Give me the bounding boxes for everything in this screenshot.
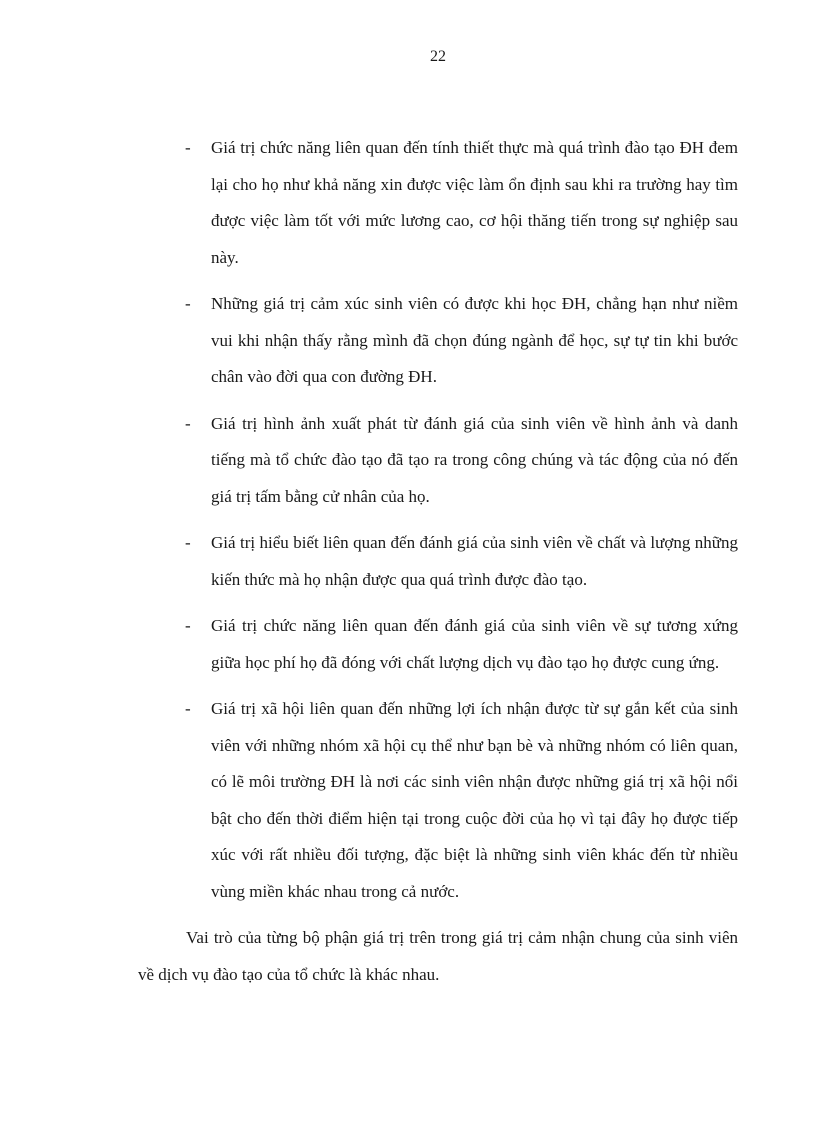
bullet-item (0, 286, 816, 396)
bullet-text: Giá trị hiểu biết liên quan đến đánh giá của sinh viên về chất và lượng những kiến thức mà họ nhận được qua quá trình được đào tạo. (211, 533, 738, 589)
bullet-item (0, 406, 816, 516)
bullet-item (0, 608, 816, 681)
page-number: 22 (430, 48, 446, 65)
closing-paragraph: Vai trò của từng bộ phận giá trị trên trong giá trị cảm nhận chung của sinh viên về dịch vụ đào tạo của tổ chức là khác nhau. (138, 928, 738, 984)
bullet-dash: - (185, 616, 191, 635)
bullet-text: Giá trị chức năng liên quan đến đánh giá của sinh viên về sự tương xứng giữa học phí họ đã đóng với chất lượng dịch vụ đào tạo họ được cung ứng. (211, 616, 738, 672)
bullet-item (0, 130, 816, 276)
bullet-text: Giá trị chức năng liên quan đến tính thiết thực mà quá trình đào tạo ĐH đem lại cho họ như khả năng xin được việc làm ổn định sau khi ra trường hay tìm được việc làm tốt với mức lương cao, cơ hội thăng tiến trong sự nghiệp sau này. (211, 138, 738, 267)
bullet-dash: - (185, 699, 191, 718)
bullet-text: Những giá trị cảm xúc sinh viên có được khi học ĐH, chẳng hạn như niềm vui khi nhận thấy rằng mình đã chọn đúng ngành để học, sự tự tin khi bước chân vào đời qua con đường ĐH. (211, 294, 738, 386)
bullet-text: Giá trị xã hội liên quan đến những lợi ích nhận được từ sự gắn kết của sinh viên với những nhóm xã hội cụ thể như bạn bè và những nhóm có liên quan, có lẽ môi trường ĐH là nơi các sinh viên nhận được những giá trị xã hội nổi bật cho đến thời điểm hiện tại trong cuộc đời của họ vì tại đây họ được tiếp xúc với rất nhiều đối tượng, đặc biệt là những sinh viên khác đến từ nhiều vùng miền khác nhau trong cả nước. (211, 699, 738, 901)
bullet-dash: - (185, 294, 191, 313)
bullet-item (0, 691, 816, 910)
bullet-dash: - (185, 138, 191, 157)
bullet-item (0, 525, 816, 598)
bullet-dash: - (185, 533, 191, 552)
bullet-text: Giá trị hình ảnh xuất phát từ đánh giá của sinh viên về hình ảnh và danh tiếng mà tổ chức đào tạo đã tạo ra trong công chúng và tác động của nó đến giá trị tấm bằng cử nhân của họ. (211, 413, 738, 506)
bullet-dash: - (185, 413, 191, 433)
document-body (0, 130, 816, 993)
